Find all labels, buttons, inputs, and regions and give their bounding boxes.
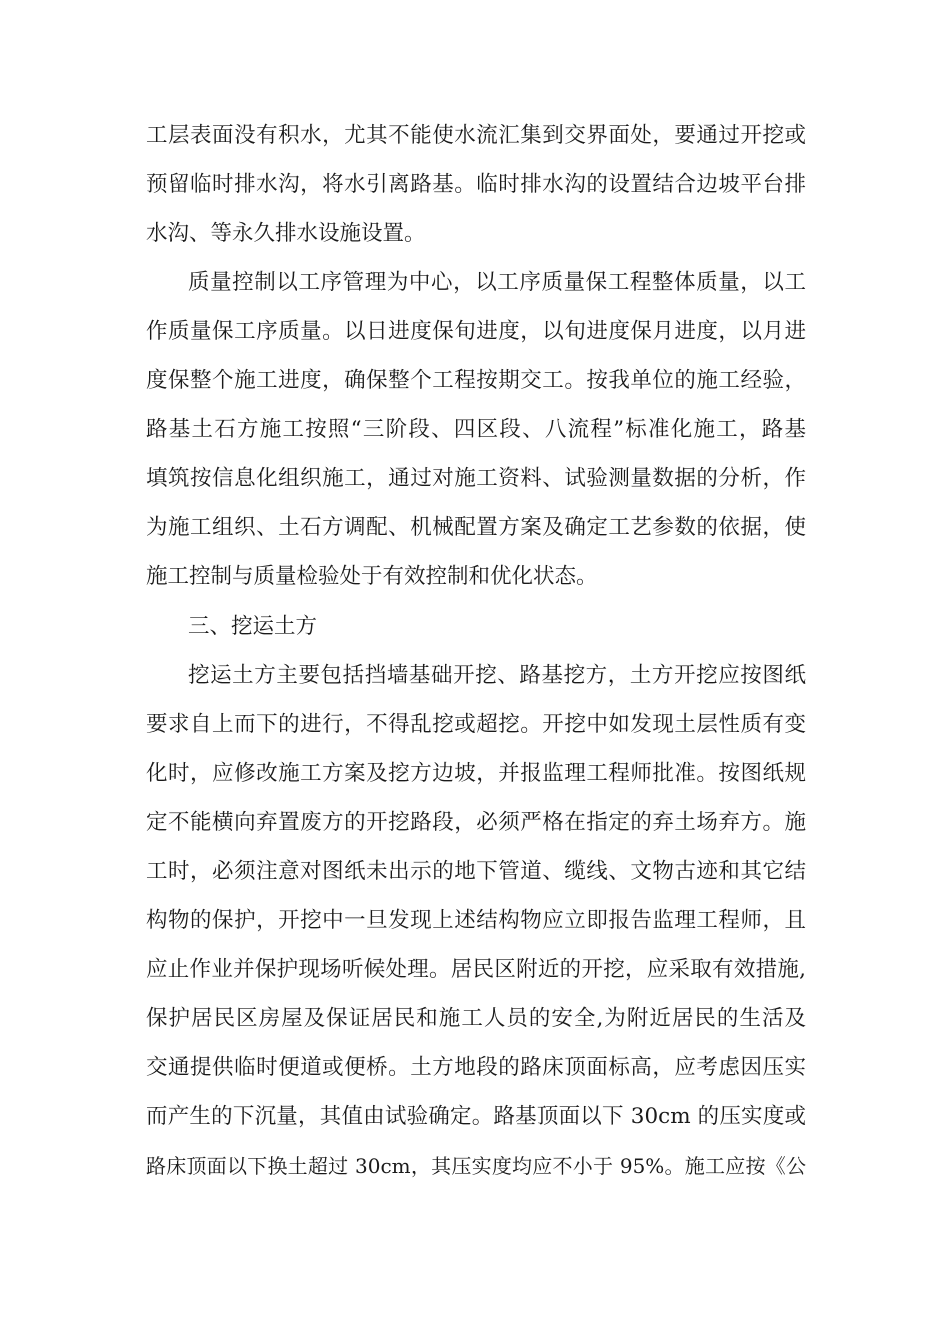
text-line: 工时，必须注意对图纸未出示的地下管道、缆线、文物古迹和其它结: [146, 859, 806, 884]
text-line: 填筑按信息化组织施工，通过对施工资料、试验测量数据的分析，作: [146, 466, 806, 491]
text-line: 要求自上而下的进行，不得乱挖或超挖。开挖中如发现土层性质有变: [146, 712, 806, 737]
text-line: 挖运土方主要包括挡墙基础开挖、路基挖方，土方开挖应按图纸: [188, 663, 806, 688]
text-line: 应止作业并保护现场听候处理。居民区附近的开挖，应采取有效措施,: [146, 957, 806, 982]
text-line: 度保整个施工进度，确保整个工程按期交工。按我单位的施工经验，: [146, 368, 806, 393]
text-line: 构物的保护，开挖中一旦发现上述结构物应立即报告监理工程师，且: [146, 908, 806, 933]
text-line: 工层表面没有积水，尤其不能使水流汇集到交界面处，要通过开挖或: [146, 123, 806, 148]
text-line: 路床顶面以下换土超过 30cm，其压实度均应不小于 95%。施工应按《公: [146, 1154, 806, 1178]
text-line: 作质量保工序质量。以日进度保旬进度，以旬进度保月进度，以月进: [146, 319, 806, 344]
text-line: 交通提供临时便道或便桥。土方地段的路床顶面标高，应考虑因压实: [146, 1055, 806, 1080]
section-heading: 三、挖运土方: [188, 614, 318, 639]
text-line: 定不能横向弃置废方的开挖路段，必须严格在指定的弃土场弃方。施: [146, 810, 806, 835]
text-line: 路基土石方施工按照“三阶段、四区段、八流程”标准化施工，路基: [146, 417, 806, 442]
text-line: 质量控制以工序管理为中心，以工序质量保工程整体质量，以工: [188, 270, 806, 295]
text-line: 预留临时排水沟，将水引离路基。临时排水沟的设置结合边坡平台排: [146, 172, 806, 197]
text-line: 而产生的下沉量，其值由试验确定。路基顶面以下 30cm 的压实度或: [146, 1104, 806, 1129]
text-line: 化时，应修改施工方案及挖方边坡，并报监理工程师批准。按图纸规: [146, 761, 806, 786]
text-line: 保护居民区房屋及保证居民和施工人员的安全,为附近居民的生活及: [146, 1006, 806, 1031]
text-line: 为施工组织、土石方调配、机械配置方案及确定工艺参数的依据，使: [146, 515, 806, 540]
text-line: 水沟、等永久排水设施设置。: [146, 221, 426, 246]
text-line: 施工控制与质量检验处于有效控制和优化状态。: [146, 564, 598, 589]
